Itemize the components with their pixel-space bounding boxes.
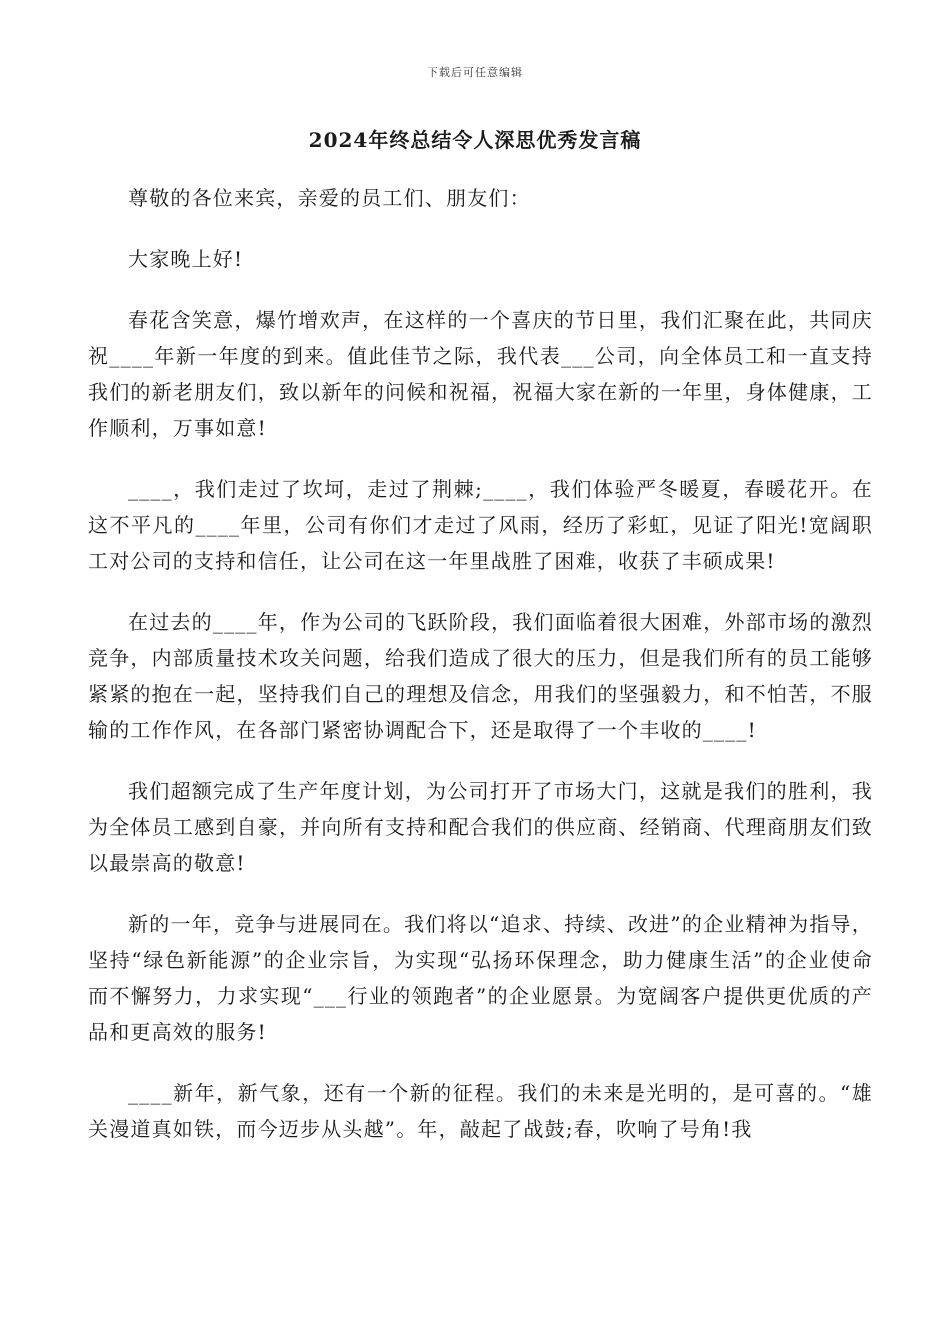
paragraph: 新的一年，竞争与进展同在。我们将以“追求、持续、改进”的企业精神为指导，坚持“绿色新能源”的企业宗旨，为实现“弘扬环保理念，助力健康生活”的企业使命而不懈努力，力求实现“___行业的领跑者”的企业愿景。为宽阔客户提供更优质的产品和更高效的服务!: [88, 912, 873, 1044]
document-title: 2024年终总结令人深思优秀发言稿: [308, 128, 642, 152]
document-body: [88, 180, 873, 1172]
paragraph: 我们超额完成了生产年度计划，为公司打开了市场大门，这就是我们的胜利，我为全体员工感到自豪，并向所有支持和配合我们的供应商、经销商、代理商朋友们致以最崇高的敬意!: [88, 779, 873, 875]
paragraph: 春花含笑意，爆竹增欢声，在这样的一个喜庆的节日里，我们汇聚在此，共同庆祝____年新一年度的到来。值此佳节之际，我代表___公司，向全体员工和一直支持我们的新老朋友们，致以新年的问候和祝福，祝福大家在新的一年里，身体健康，工作顺利，万事如意!: [88, 308, 873, 440]
paragraph-salutation: 尊敬的各位来宾，亲爱的员工们、朋友们：: [128, 186, 531, 210]
paragraph: 在过去的____年，作为公司的飞跃阶段，我们面临着很大困难，外部市场的激烈竞争，内部质量技术攻关问题，给我们造成了很大的压力，但是我们所有的员工能够紧紧的抱在一起，坚持我们自己的理想及信念，用我们的坚强毅力，和不怕苦，不服输的工作作风，在各部门紧密协调配合下，还是取得了一个丰收的____!: [88, 610, 873, 742]
paragraph: ____，我们走过了坎坷，走过了荆棘;____，我们体验严冬暖夏，春暖花开。在这不平凡的____年里，公司有你们才走过了风雨，经历了彩虹，见证了阳光!宽阔职工对公司的支持和信任，让公司在这一年里战胜了困难，收获了丰硕成果!: [88, 477, 873, 573]
paragraph-greeting: 大家晚上好!: [128, 247, 244, 271]
header-note: 下载后可任意编辑: [427, 66, 523, 79]
paragraph: ____新年，新气象，还有一个新的征程。我们的未来是光明的，是可喜的。“雄关漫道真如铁，而今迈步从头越”。年，敲起了战鼓;春，吹响了号角!我: [88, 1081, 873, 1141]
